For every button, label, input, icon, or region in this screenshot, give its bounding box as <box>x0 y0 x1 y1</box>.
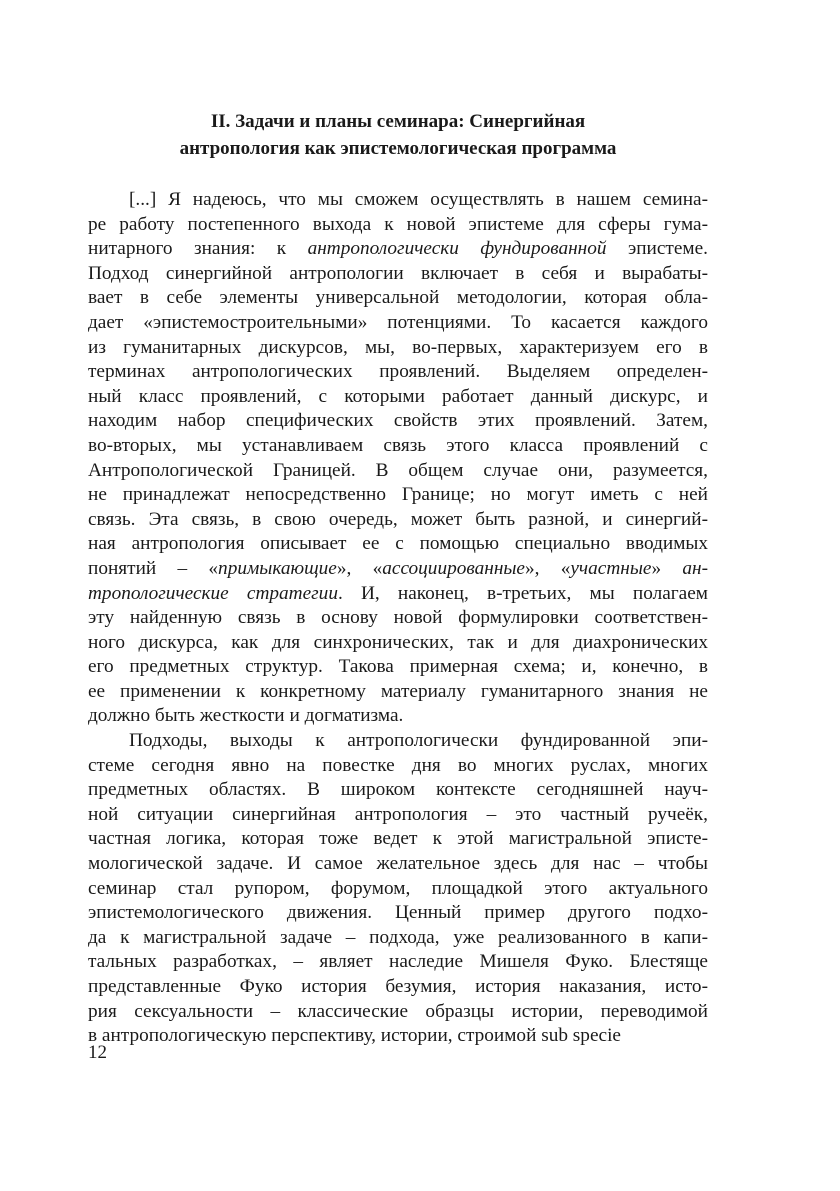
text-line: ре работу постепенного выхода к новой эпистеме для сферы гума- <box>88 213 708 235</box>
text-line: эту найденную связь в основу новой формулировки соответствен- <box>88 607 708 629</box>
text-line: должно быть жесткости и догматизма. <box>88 705 404 727</box>
heading-line: антропология как эпистемологическая программа <box>179 138 617 159</box>
text-line: [...] Я надеюсь, что мы сможем осуществлять в нашем семина- <box>129 189 708 210</box>
text-line: частная логика, которая тоже ведет к этой магистральной эписте- <box>88 828 708 850</box>
text-line: вает в себе элементы универсальной методологии, которая обла- <box>88 287 708 309</box>
text-line: терминах антропологических проявлений. Выделяем определен- <box>88 361 708 383</box>
text-line: ная антропология описывает ее с помощью специально вводимых <box>88 533 708 555</box>
text-line: из гуманитарных дискурсов, мы, во-первых, характеризуем его в <box>88 336 708 358</box>
text-line: Подходы, выходы к антропологически фундированной эпи- <box>129 730 708 752</box>
text-line: ного дискурса, как для синхронических, так и для диахронических <box>88 631 708 653</box>
text-line: да к магистральной задаче – подхода, уже реализованного в капи- <box>88 926 708 948</box>
text-line: тропологические стратегии. И, наконец, в-третьих, мы полагаем <box>88 582 708 604</box>
text-line: Подход синергийной антропологии включает в себя и вырабаты- <box>88 262 708 284</box>
text-line: не принадлежат непосредственно Границе; но могут иметь с ней <box>88 484 708 506</box>
text-line: в антропологическую перспективу, истории, строимой sub specie <box>88 1025 621 1047</box>
page-number: 12 <box>88 1042 107 1063</box>
paragraph-2 <box>88 729 708 1049</box>
text-line: дает «эпистемостроительными» потенциями. То касается каждого <box>88 311 708 333</box>
text-line: ее применении к конкретному материалу гуманитарного знания не <box>88 680 708 702</box>
text-line: связь. Эта связь, в свою очередь, может быть разной, и синергий- <box>88 508 708 530</box>
page-content <box>88 108 708 1049</box>
text-line: во-вторых, мы устанавливаем связь этого класса проявлений с <box>88 434 708 456</box>
text-line: мологической задаче. И самое желательное здесь для нас – чтобы <box>88 853 708 875</box>
heading-line: II. Задачи и планы семинара: Синергийная <box>210 111 586 132</box>
text-line: представленные Фуко история безумия, история наказания, исто- <box>88 976 708 997</box>
text-line: ный класс проявлений, с которыми работает данный дискурс, и <box>88 385 708 407</box>
text-line: ной ситуации синергийная антропология – это частный ручеёк, <box>88 803 708 825</box>
text-line: его предметных структур. Такова примерная схема; и, конечно, в <box>88 656 708 678</box>
paragraph-1 <box>88 188 708 729</box>
text-line: находим набор специфических свойств этих проявлений. Затем, <box>88 410 708 432</box>
text-line: понятий – «примыкающие», «ассоциированные», «участные» ан- <box>88 557 708 579</box>
text-line: семинар стал рупором, форумом, площадкой этого актуального <box>88 877 708 899</box>
text-line: рия сексуальности – классические образцы истории, переводимой <box>88 1000 708 1022</box>
section-heading <box>88 108 708 162</box>
text-line: предметных областях. В широком контексте сегодняшней науч- <box>88 779 708 801</box>
text-line: тальных разработках, – являет наследие Мишеля Фуко. Блестяще <box>88 951 708 973</box>
text-line: нитарного знания: к антропологически фундированной эпистеме. <box>88 238 708 260</box>
text-line: эпистемологического движения. Ценный пример другого подхо- <box>88 902 708 924</box>
text-line: Антропологической Границей. В общем случае они, разумеется, <box>88 459 708 481</box>
text-line: стеме сегодня явно на повестке дня во многих руслах, многих <box>88 754 708 776</box>
